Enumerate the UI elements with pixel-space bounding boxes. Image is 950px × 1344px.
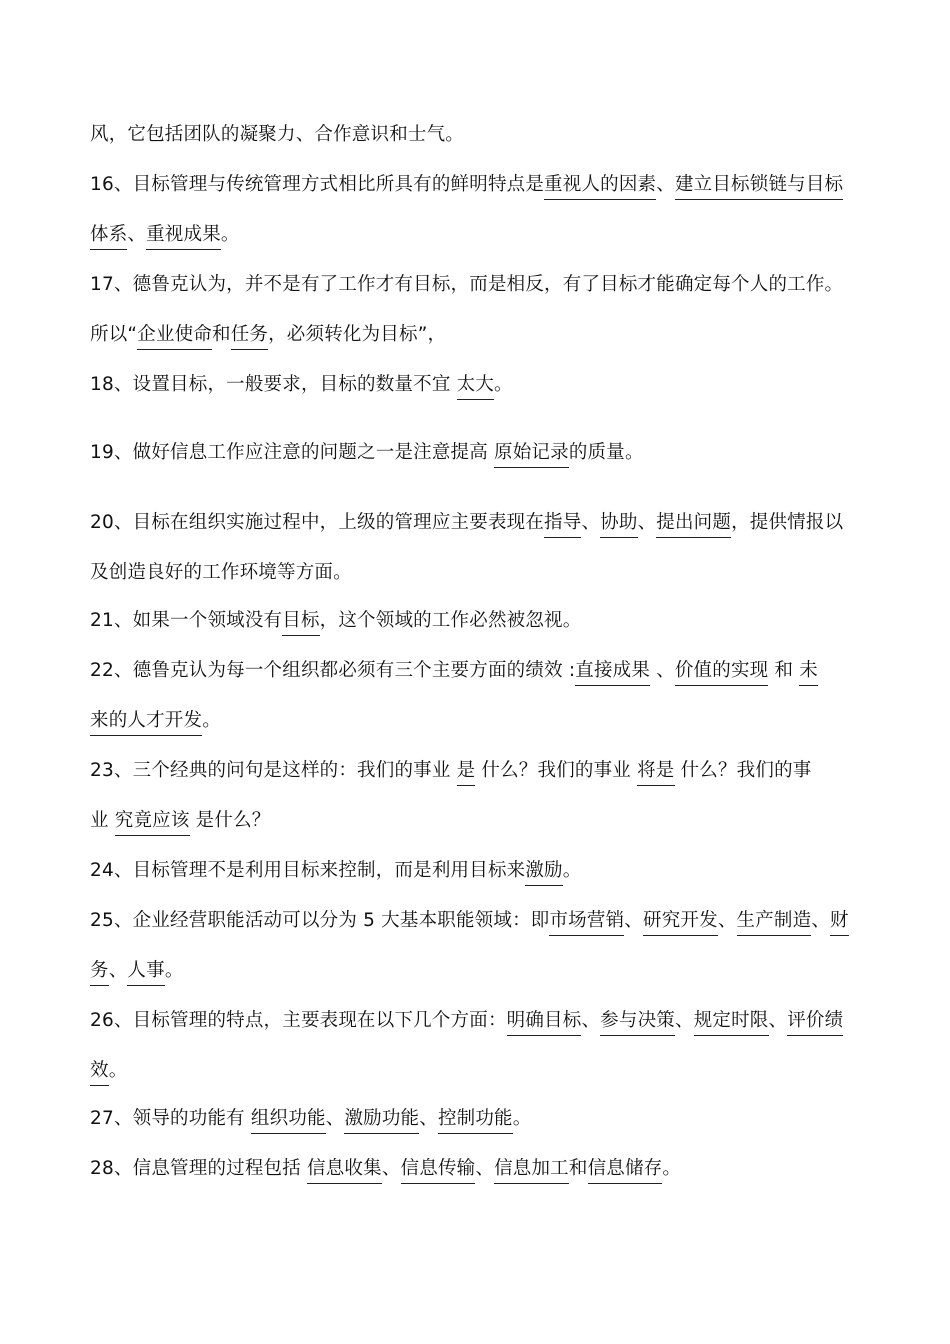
answer-blank: 激励 [525, 859, 562, 886]
answer-blank: 任务 [231, 323, 268, 350]
text-line [90, 658, 818, 686]
answer-blank: 目标 [282, 609, 319, 636]
text-segment: 、 [581, 512, 601, 533]
answer-blank: 将是 [637, 759, 674, 786]
text-segment: 业 [90, 810, 115, 831]
answer-blank: 企业使命 [137, 323, 212, 350]
answer-blank: 太大 [457, 373, 494, 400]
text-segment: 。 [164, 960, 184, 981]
text-segment: 和 [768, 660, 800, 681]
text-segment: 、 [650, 660, 675, 681]
text-segment: ，提供情报以 [731, 512, 844, 533]
answer-blank: 原始记录 [494, 441, 569, 468]
text-segment: 、 [637, 512, 657, 533]
answer-blank: 信息收集 [307, 1157, 382, 1184]
answer-blank: 协助 [600, 511, 637, 538]
text-segment: 。 [202, 710, 221, 731]
answer-blank: 信息加工 [494, 1157, 569, 1184]
answer-blank: 组织功能 [251, 1107, 326, 1134]
text-segment: 、 [674, 1010, 694, 1031]
answer-blank: 参与决策 [600, 1009, 675, 1036]
text-line [90, 1008, 843, 1036]
text-line [90, 560, 352, 586]
text-segment: 19、做好信息工作应注意的问题之一是注意提高 [90, 442, 495, 463]
text-segment: 17、德鲁克认为，并不是有了工作才有目标，而是相反，有了目标才能确定每个人的工作。 [90, 274, 844, 295]
text-segment: 是什么？ [189, 810, 271, 831]
answer-blank: 未 [799, 659, 818, 686]
text-line [90, 272, 843, 298]
text-line [90, 708, 221, 736]
text-segment: 、 [624, 910, 643, 931]
text-segment: 23、三个经典的问句是这样的：我们的事业 [90, 760, 457, 781]
text-segment: 、 [108, 960, 128, 981]
text-segment: ，必须转化为目标”， [268, 324, 447, 345]
text-segment: 20、目标在组织实施过程中，上级的管理应主要表现在 [90, 512, 545, 533]
text-segment: 的质量。 [568, 442, 644, 463]
text-segment: 28、信息管理的过程包括 [90, 1158, 308, 1179]
answer-blank: 提出问题 [656, 511, 731, 538]
text-segment: 。 [108, 1060, 128, 1081]
answer-blank: 人事 [127, 959, 164, 986]
text-line [90, 372, 513, 400]
text-segment: 。 [220, 224, 240, 245]
text-line [90, 1156, 681, 1184]
text-segment: 、 [127, 224, 147, 245]
text-line [90, 322, 446, 350]
answer-blank: 重视人的因素 [544, 173, 656, 200]
text-line [90, 608, 581, 636]
answer-blank: 财 [830, 909, 849, 936]
text-segment: 、 [419, 1108, 438, 1129]
text-line [90, 172, 843, 200]
text-line [90, 808, 270, 836]
text-line [90, 1106, 531, 1134]
text-segment: 22、德鲁克认为每一个组织都必须有三个主要方面的绩效 : [90, 660, 576, 681]
text-segment: 、 [381, 1158, 401, 1179]
text-line [90, 858, 581, 886]
text-segment: ，这个领域的工作必然被忽视。 [319, 610, 582, 631]
answer-blank: 信息传输 [401, 1157, 476, 1184]
answer-blank: 直接成果 [575, 659, 650, 686]
text-segment: 21、如果一个领域没有 [90, 610, 283, 631]
answer-blank: 指导 [544, 511, 581, 538]
text-segment: 什么？我们的事业 [475, 760, 638, 781]
text-segment: 。 [662, 1158, 682, 1179]
answer-blank: 体系 [90, 223, 127, 250]
answer-blank: 激励功能 [344, 1107, 419, 1134]
answer-blank: 评价绩 [787, 1009, 843, 1036]
text-segment: 24、目标管理不是利用目标来控制，而是利用目标来 [90, 860, 526, 881]
answer-blank: 研究开发 [643, 909, 718, 936]
text-segment: 、 [325, 1108, 345, 1129]
answer-blank: 控制功能 [438, 1107, 513, 1134]
text-line [90, 510, 843, 538]
answer-blank: 生产制造 [737, 909, 812, 936]
text-segment: 16、目标管理与传统管理方式相比所具有的鲜明特点是 [90, 174, 545, 195]
answer-blank: 价值的实现 [675, 659, 769, 686]
answer-blank: 务 [90, 959, 109, 986]
text-segment: 。 [562, 860, 582, 881]
text-segment: 所以“ [90, 324, 138, 345]
answer-blank: 建立目标锁链与目标 [675, 173, 843, 200]
text-segment: 、 [811, 910, 831, 931]
text-segment: 、 [656, 174, 675, 195]
text-segment: 、 [581, 1010, 601, 1031]
answer-blank: 究竟应该 [115, 809, 190, 836]
answer-blank: 是 [457, 759, 476, 786]
answer-blank: 效 [90, 1059, 109, 1086]
text-segment: 27、领导的功能有 [90, 1108, 251, 1129]
text-segment: 、 [717, 910, 737, 931]
answer-blank: 来的人才开发 [90, 709, 202, 736]
text-segment: 。 [494, 374, 513, 395]
text-segment: 、 [768, 1010, 788, 1031]
answer-blank: 信息储存 [588, 1157, 663, 1184]
text-line [90, 908, 849, 936]
answer-blank: 市场营销 [549, 909, 624, 936]
text-segment: 及创造良好的工作环境等方面。 [90, 562, 352, 583]
answer-blank: 重视成果 [146, 223, 221, 250]
text-segment: 。 [512, 1108, 532, 1129]
text-segment: 、 [475, 1158, 495, 1179]
text-segment: 和 [212, 324, 231, 345]
text-line [90, 1058, 127, 1086]
text-segment: 和 [568, 1158, 588, 1179]
text-line [90, 222, 240, 250]
text-line [90, 958, 184, 986]
text-segment: 18、设置目标，一般要求，目标的数量不宜 [90, 374, 457, 395]
text-line [90, 122, 464, 148]
text-line [90, 758, 811, 786]
text-segment: 什么？我们的事 [674, 760, 812, 781]
answer-blank: 规定时限 [694, 1009, 769, 1036]
text-segment: 26、目标管理的特点，主要表现在以下几个方面： [90, 1010, 507, 1031]
text-line [90, 440, 644, 468]
text-segment: 25、企业经营职能活动可以分为 5 大基本职能领域：即 [90, 910, 550, 931]
answer-blank: 明确目标 [507, 1009, 582, 1036]
text-segment: 风，它包括团队的凝聚力、合作意识和士气。 [90, 124, 465, 145]
